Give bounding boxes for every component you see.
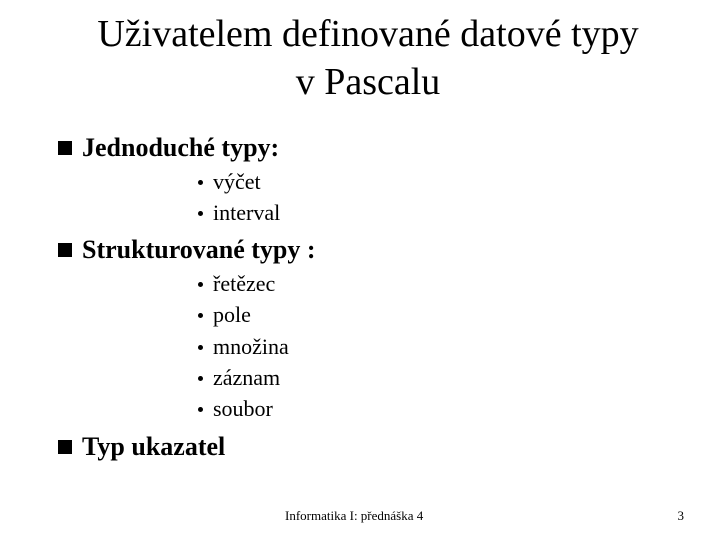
title-line-2: v Pascalu: [295, 61, 441, 103]
slide-title: [0, 10, 720, 106]
dot-bullet-icon: [198, 180, 203, 185]
dot-bullet-icon: [198, 282, 203, 287]
dot-bullet-icon: [198, 211, 203, 216]
list-item-label: pole: [213, 302, 251, 327]
section-label: Strukturované typy :: [82, 235, 316, 264]
section-label: Typ ukazatel: [82, 432, 226, 461]
dot-bullet-icon: [198, 376, 203, 381]
square-bullet-icon: [58, 440, 72, 454]
list-item: [196, 270, 275, 298]
list-item: [196, 301, 251, 329]
list-item: [196, 168, 261, 196]
list-item-label: záznam: [213, 365, 281, 390]
square-bullet-icon: [58, 141, 72, 155]
section-pointer-type: [58, 431, 225, 463]
list-item-label: množina: [213, 334, 289, 359]
list-item: [196, 199, 280, 227]
list-item-label: interval: [213, 200, 281, 225]
list-item-label: výčet: [213, 169, 261, 194]
section-structured-types: [58, 234, 316, 266]
title-line-1: Uživatelem definované datové typy: [97, 13, 639, 55]
dot-bullet-icon: [198, 345, 203, 350]
list-item: [196, 395, 273, 423]
dot-bullet-icon: [198, 407, 203, 412]
list-item-label: soubor: [213, 396, 273, 421]
section-simple-types: [58, 132, 279, 164]
list-item-label: řetězec: [213, 271, 276, 296]
section-label: Jednoduché typy:: [82, 133, 280, 162]
square-bullet-icon: [58, 243, 72, 257]
list-item: [196, 333, 289, 361]
list-item: [196, 364, 280, 392]
dot-bullet-icon: [198, 313, 203, 318]
footer-page-number: 3: [677, 508, 684, 523]
footer-course: Informatika I: přednáška 4: [285, 508, 424, 523]
